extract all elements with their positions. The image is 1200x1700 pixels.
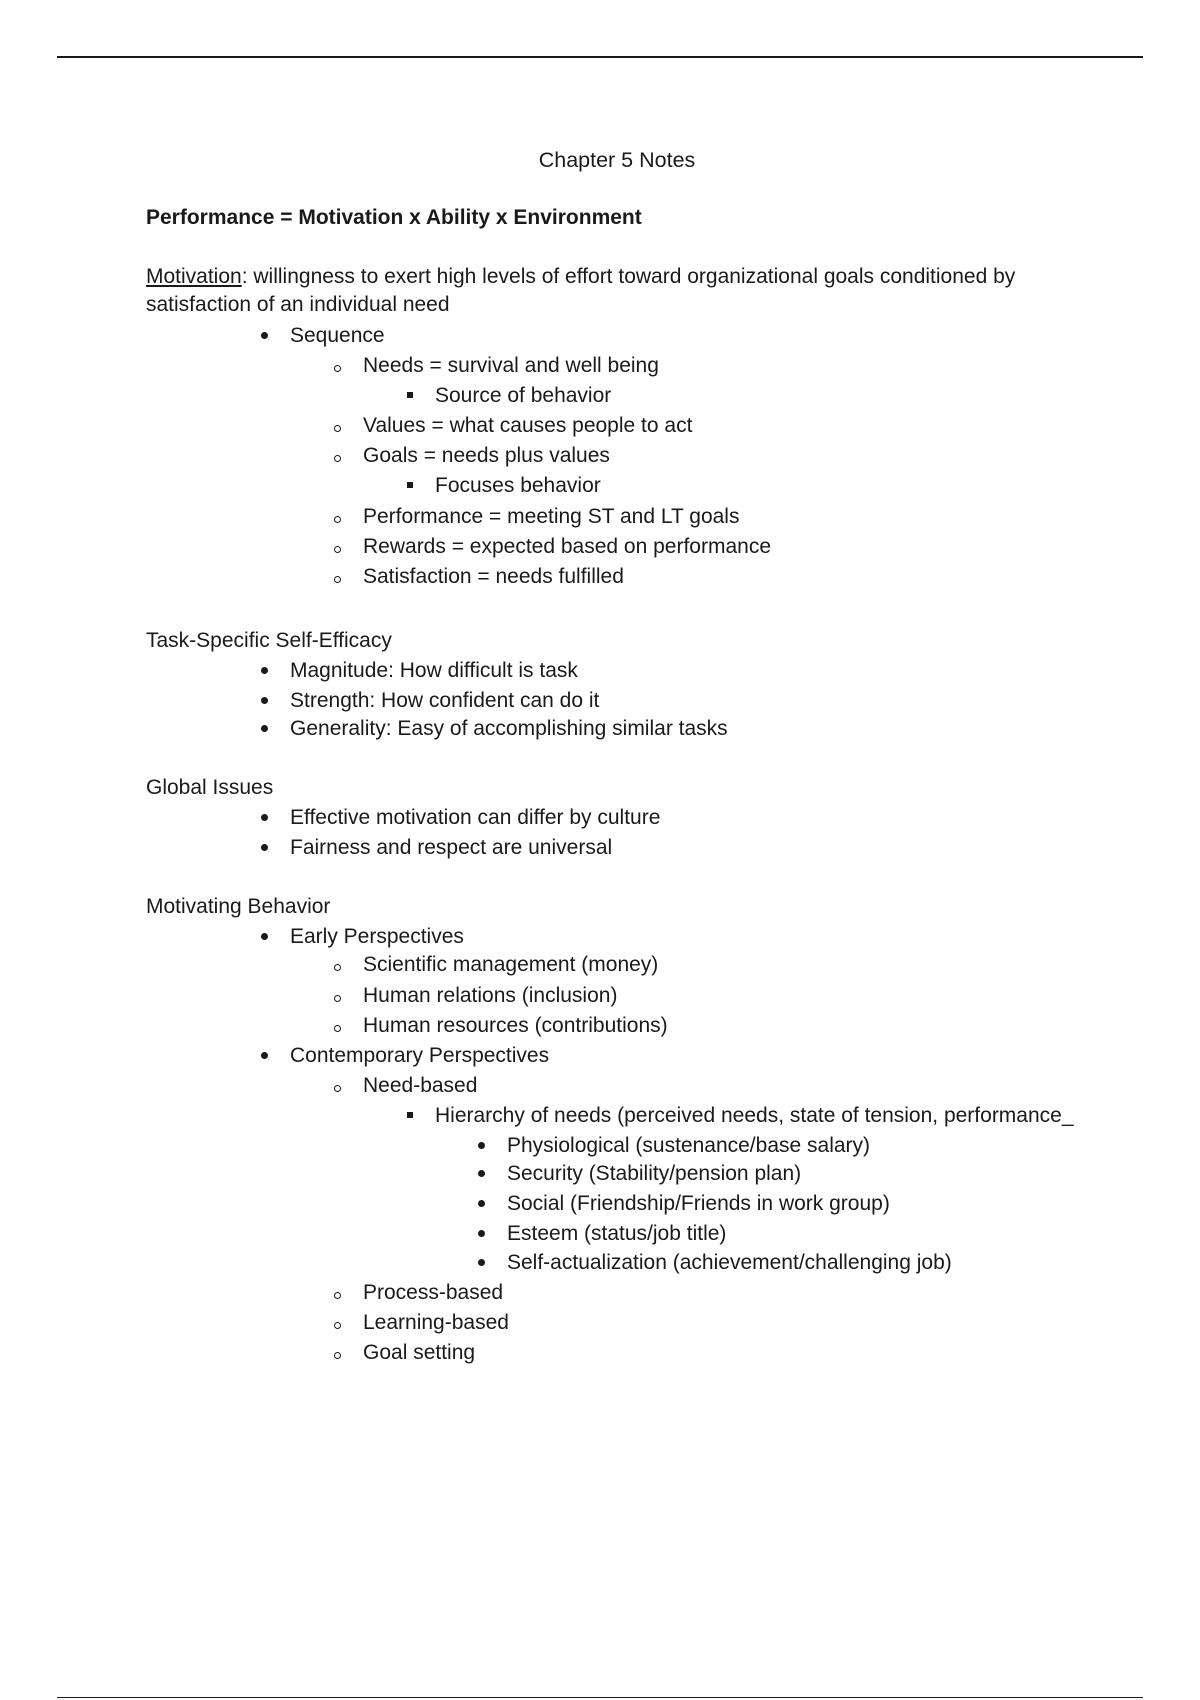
- list-item: Esteem (status/job title): [507, 1222, 727, 1245]
- list-item: Needs = survival and well being: [363, 354, 659, 377]
- footer-rule: [57, 1697, 1143, 1698]
- performance-formula: Performance = Motivation x Ability x Environment: [146, 206, 642, 229]
- list-item: Social (Friendship/Friends in work group): [507, 1192, 890, 1215]
- list-item: Contemporary Perspectives: [290, 1044, 550, 1067]
- section-heading-self-efficacy: Task-Specific Self-Efficacy: [146, 629, 392, 652]
- list-item: Need-based: [363, 1074, 478, 1097]
- motivation-term: Motivation: [146, 265, 242, 288]
- list-item: Human relations (inclusion): [363, 984, 618, 1007]
- section-heading-global-issues: Global Issues: [146, 776, 274, 799]
- list-item: Rewards = expected based on performance: [363, 535, 771, 558]
- list-item: Self-actualization (achievement/challenging job): [507, 1251, 952, 1274]
- list-item: Effective motivation can differ by culture: [290, 806, 661, 829]
- list-item: Human resources (contributions): [363, 1014, 668, 1037]
- list-item: Source of behavior: [435, 384, 612, 407]
- list-item: Hierarchy of needs (perceived needs, state of tension, performance_: [435, 1104, 1074, 1127]
- list-item: Learning-based: [363, 1311, 509, 1334]
- motivation-definition: : willingness to exert high levels of effort toward organizational goals conditioned by: [241, 265, 1016, 288]
- motivation-definition-line2: satisfaction of an individual need: [146, 293, 450, 316]
- list-item: Fairness and respect are universal: [290, 836, 613, 859]
- list-item: Values = what causes people to act: [363, 414, 693, 437]
- list-item: Magnitude: How difficult is task: [290, 659, 578, 682]
- list-item: Satisfaction = needs fulfilled: [363, 565, 624, 588]
- section-heading-motivating-behavior: Motivating Behavior: [146, 895, 331, 918]
- list-item: Focuses behavior: [435, 474, 601, 497]
- list-item: Goal setting: [363, 1341, 476, 1364]
- list-item: Sequence: [290, 324, 385, 347]
- list-item: Generality: Easy of accomplishing similar tasks: [290, 717, 728, 740]
- list-item: Early Perspectives: [290, 925, 464, 948]
- list-item: Physiological (sustenance/base salary): [507, 1134, 871, 1157]
- list-item: Scientific management (money): [363, 953, 659, 976]
- list-item: Performance = meeting ST and LT goals: [363, 505, 740, 528]
- list-item: Security (Stability/pension plan): [507, 1162, 802, 1185]
- list-item: Strength: How confident can do it: [290, 689, 600, 712]
- list-item: Process-based: [363, 1281, 504, 1304]
- header-rule: [57, 56, 1143, 58]
- motivation-definition-line1: [146, 263, 1015, 291]
- page-title: Chapter 5 Notes: [538, 148, 696, 172]
- list-item: Goals = needs plus values: [363, 444, 610, 467]
